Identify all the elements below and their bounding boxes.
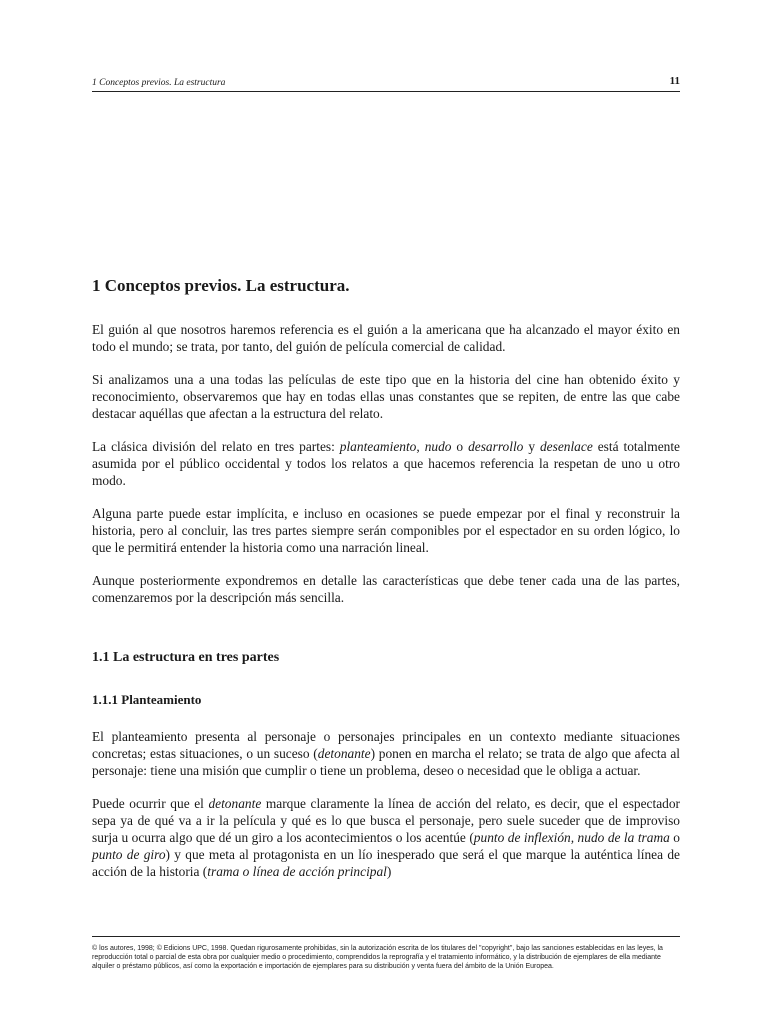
text-run: o <box>669 830 680 845</box>
body-paragraph <box>92 371 680 422</box>
italic-term: planteamiento <box>339 439 417 454</box>
text-run: ) ponen en marcha el relato; se trata de algo que afecta al personaje: tiene una misión que cumplir o tiene un problema, deseo o necesidad que le obliga a actuar. <box>92 746 680 778</box>
chapter-title: 1 Conceptos previos. La estructura. <box>92 276 350 295</box>
body-paragraph <box>92 438 680 489</box>
italic-term: punto de giro <box>92 847 166 862</box>
text-run: , <box>416 439 425 454</box>
text-run: Si analizamos una a una todas las películas de este tipo que en la historia del cine han obtenido éxito y reconocimiento, observaremos que hay en todas ellas unas constantes que se repiten, de entre las que cabe destacar aquéllas que afectan a la estructura del relato. <box>92 372 680 421</box>
text-run: La clásica división del relato en tres partes: <box>92 439 340 454</box>
page-body <box>92 276 680 896</box>
italic-term: punto de inflexión, nudo de la trama <box>473 830 670 845</box>
italic-term: detonante <box>208 796 262 811</box>
body-paragraph <box>92 505 680 556</box>
body-paragraph <box>92 795 680 880</box>
text-run: ) <box>386 864 392 879</box>
italic-term: detonante <box>317 746 371 761</box>
subsection-title: 1.1.1 Planteamiento <box>92 692 202 707</box>
running-header <box>92 75 680 92</box>
section-title: 1.1 La estructura en tres partes <box>92 650 280 665</box>
text-run: Puede ocurrir que el <box>92 796 209 811</box>
page-number: 11 <box>669 75 680 87</box>
copyright-footer: © los autores, 1998; © Edicions UPC, 1998. Quedan rigurosamente prohibidas, sin la autorización escrita de los titulares del "copyright", bajo las sanciones establecidas en las leyes, la reproducción total o parcial de esta obra por cualquier medio o procedimiento, comprendidos la reprografía y el tratamiento informático, y la distribución de ejemplares de ella mediante alquiler o préstamo públicos, así como la exportación e importación de ejemplares para su distribución y venta fuera del ámbito de la Unión Europea. <box>92 945 663 970</box>
text-run: Aunque posteriormente expondremos en detalle las características que debe tener cada una de las partes, comenzaremos por la descripción más sencilla. <box>92 573 680 605</box>
body-paragraph <box>92 572 680 606</box>
body-paragraph <box>92 321 680 355</box>
running-title: 1 Conceptos previos. La estructura <box>92 78 226 88</box>
italic-term: trama o línea de acción principal <box>207 864 387 879</box>
text-run: El guión al que nosotros haremos referencia es el guión a la americana que ha alcanzado el mayor éxito en todo el mundo; se trata, por tanto, del guión de película comercial de calidad. <box>92 322 680 354</box>
text-run: marque claramente la línea de acción del relato, es decir, que el espectador sepa ya de qué va a ir la película y qué es lo que busca el personaje, pero suele suceder que de improviso surja u ocurra algo que dé un giro a los acontecimientos o los acentúe ( <box>92 796 680 845</box>
italic-term: desarrollo <box>468 439 524 454</box>
italic-term: desenlace <box>539 439 593 454</box>
text-run: o <box>451 439 469 454</box>
text-run: y <box>523 439 540 454</box>
footer-divider <box>92 936 680 937</box>
text-run: ) y que meta al protagonista en un lío inesperado que será el que marque la auténtica línea de acción de la historia ( <box>92 847 680 879</box>
text-run: El planteamiento presenta al personaje o personajes principales en un contexto mediante situaciones concretas; estas situaciones, o un suceso ( <box>92 729 680 761</box>
text-run: Alguna parte puede estar implícita, e incluso en ocasiones se puede empezar por el final y reconstruir la historia, pero al concluir, las tres partes siempre serán componibles por el espectador en su orden lógico, lo que le permitirá entender la historia como una narración lineal. <box>92 506 680 555</box>
italic-term: nudo <box>424 439 452 454</box>
body-paragraph <box>92 728 680 779</box>
text-run: está totalmente asumida por el público occidental y todos los relatos a que hacemos referencia la respetan de uno u otro modo. <box>92 439 680 488</box>
